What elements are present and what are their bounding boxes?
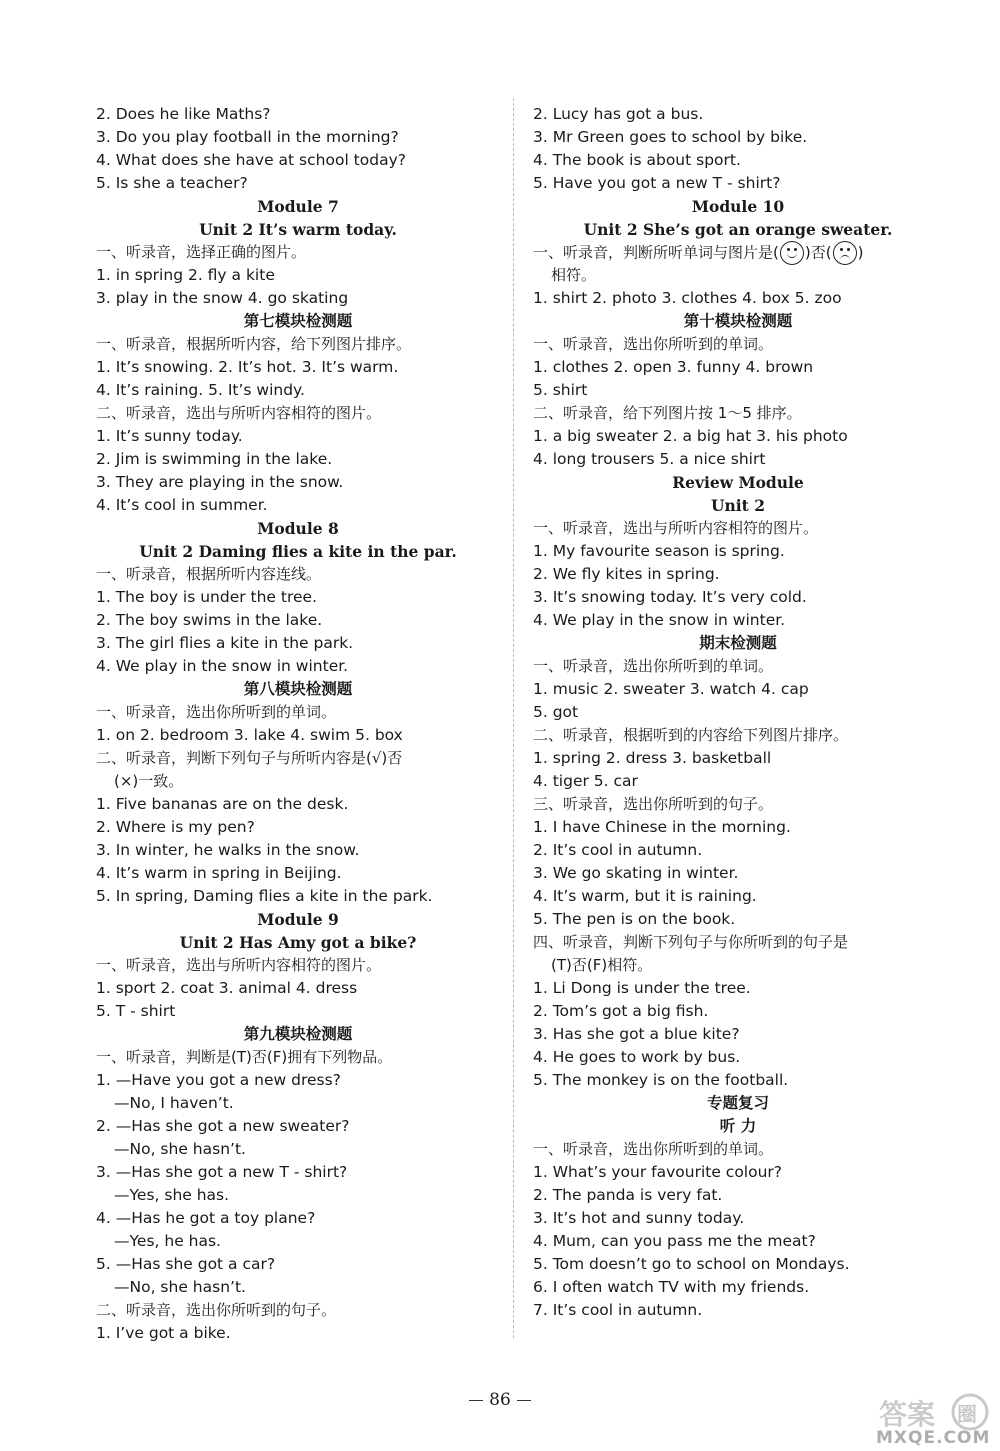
watermark-url: MXQE.COM bbox=[876, 1428, 991, 1448]
answer-line: 1. a big sweater 2. a big hat 3. his photo bbox=[533, 427, 848, 445]
question-instruction: 二、听录音，选出你所听到的句子。 bbox=[96, 1301, 337, 1319]
section-heading: Module 7 bbox=[257, 197, 339, 216]
answer-line: 5. The monkey is on the football. bbox=[533, 1071, 789, 1089]
answer-line: 3. Mr Green goes to school by bike. bbox=[533, 128, 808, 146]
answer-line: 1. on 2. bedroom 3. lake 4. swim 5. box bbox=[96, 726, 403, 744]
question-instruction: (T)否(F)相符。 bbox=[551, 956, 653, 974]
answer-line: 2. Does he like Maths? bbox=[96, 105, 271, 123]
question-instruction: 四、听录音，判断下列句子与你所听到的句子是 bbox=[533, 933, 849, 951]
answer-line: 1. Five bananas are on the desk. bbox=[96, 795, 349, 813]
right-column bbox=[533, 103, 943, 1322]
answer-line: —No, she hasn’t. bbox=[114, 1278, 246, 1296]
answer-line: —Yes, she has. bbox=[114, 1186, 230, 1204]
answer-line: 1. It’s snowing. 2. It’s hot. 3. It’s warm. bbox=[96, 358, 399, 376]
question-instruction: 一、听录音，选出你所听到的单词。 bbox=[533, 1140, 774, 1158]
section-heading: 第七模块检测题 bbox=[243, 312, 353, 330]
answer-line: 5. Is she a teacher? bbox=[96, 174, 248, 192]
answer-line: 2. It’s cool in autumn. bbox=[533, 841, 703, 859]
answer-line: 3. Do you play football in the morning? bbox=[96, 128, 399, 146]
answer-line: 2. Where is my pen? bbox=[96, 818, 255, 836]
answer-line: 1. The boy is under the tree. bbox=[96, 588, 317, 606]
answer-line: 3. It’s snowing today. It’s very cold. bbox=[533, 588, 807, 606]
question-instruction: 一、听录音，选出你所听到的单词。 bbox=[96, 703, 337, 721]
answer-line: 3. We go skating in winter. bbox=[533, 864, 739, 882]
answer-line: 4. He goes to work by bus. bbox=[533, 1048, 741, 1066]
left-column bbox=[96, 103, 500, 1345]
answer-line: 1. It’s sunny today. bbox=[96, 427, 243, 445]
answer-line: 5. got bbox=[533, 703, 579, 721]
answer-line: 1. I’ve got a bike. bbox=[96, 1324, 231, 1342]
answer-line: 5. Have you got a new T - shirt? bbox=[533, 174, 781, 192]
question-instruction: (×)一致。 bbox=[114, 772, 184, 790]
question-instruction: 一、听录音，判断所听单词与图片是( )否( ) bbox=[533, 241, 943, 264]
section-heading: Module 10 bbox=[691, 197, 785, 216]
answer-line: 3. Has she got a blue kite? bbox=[533, 1025, 740, 1043]
question-instruction: 一、听录音，判断是(T)否(F)拥有下列物品。 bbox=[96, 1048, 393, 1066]
answer-line: 2. The panda is very fat. bbox=[533, 1186, 723, 1204]
answer-line: 1. —Have you got a new dress? bbox=[96, 1071, 341, 1089]
answer-line: 1. in spring 2. fly a kite bbox=[96, 266, 275, 284]
section-heading: Review Module bbox=[672, 473, 804, 492]
section-heading: Unit 2 Has Amy got a bike? bbox=[179, 933, 417, 952]
answer-line: 4. What does she have at school today? bbox=[96, 151, 406, 169]
section-heading: 第十模块检测题 bbox=[683, 312, 793, 330]
section-heading: 期末检测题 bbox=[699, 634, 777, 652]
answer-line: 4. tiger 5. car bbox=[533, 772, 638, 790]
answer-line: 1. My favourite season is spring. bbox=[533, 542, 785, 560]
question-instruction: 一、听录音，选择正确的图片。 bbox=[96, 243, 307, 261]
answer-line: 1. shirt 2. photo 3. clothes 4. box 5. zoo bbox=[533, 289, 842, 307]
answer-line: —Yes, he has. bbox=[114, 1232, 221, 1250]
page-number bbox=[460, 1390, 540, 1410]
answer-line: 2. We fly kites in spring. bbox=[533, 565, 720, 583]
answer-line: 1. Li Dong is under the tree. bbox=[533, 979, 751, 997]
question-instruction: 一、听录音，选出你所听到的单词。 bbox=[533, 335, 774, 353]
answer-line: 4. It’s raining. 5. It’s windy. bbox=[96, 381, 305, 399]
answer-line: 4. We play in the snow in winter. bbox=[533, 611, 786, 629]
answer-line: 3. They are playing in the snow. bbox=[96, 473, 344, 491]
answer-line: 1. What’s your favourite colour? bbox=[533, 1163, 783, 1181]
question-instruction: 二、听录音，选出与所听内容相符的图片。 bbox=[96, 404, 382, 422]
answer-line: 3. play in the snow 4. go skating bbox=[96, 289, 349, 307]
section-heading: Unit 2 It’s warm today. bbox=[199, 220, 397, 239]
question-instruction: 相符。 bbox=[551, 266, 597, 284]
section-heading: 第九模块检测题 bbox=[243, 1025, 353, 1043]
answer-line: 3. In winter, he walks in the snow. bbox=[96, 841, 360, 859]
section-heading: Module 8 bbox=[257, 519, 339, 538]
answer-line: 3. —Has she got a new T - shirt? bbox=[96, 1163, 348, 1181]
answer-line: 7. It’s cool in autumn. bbox=[533, 1301, 703, 1319]
section-heading: Module 9 bbox=[257, 910, 339, 929]
answer-line: 6. I often watch TV with my friends. bbox=[533, 1278, 810, 1296]
answer-line: —No, I haven’t. bbox=[114, 1094, 234, 1112]
page-number-text: 86 bbox=[489, 1390, 511, 1410]
answer-line: 4. long trousers 5. a nice shirt bbox=[533, 450, 766, 468]
answer-line: 5. In spring, Daming flies a kite in the park. bbox=[96, 887, 433, 905]
section-heading: Unit 2 bbox=[710, 496, 765, 515]
question-instruction: 三、听录音，选出你所听到的句子。 bbox=[533, 795, 774, 813]
smiley-face-icon bbox=[780, 241, 804, 265]
question-instruction: 一、听录音，根据所听内容连线。 bbox=[96, 565, 322, 583]
answer-line: 5. T - shirt bbox=[96, 1002, 176, 1020]
answer-line: 1. I have Chinese in the morning. bbox=[533, 818, 791, 836]
answer-line: 5. The pen is on the book. bbox=[533, 910, 736, 928]
answer-line: 3. It’s hot and sunny today. bbox=[533, 1209, 745, 1227]
answer-line: 2. The boy swims in the lake. bbox=[96, 611, 323, 629]
question-instruction: 二、听录音，根据听到的内容给下列图片排序。 bbox=[533, 726, 849, 744]
sad-face-icon bbox=[833, 241, 857, 265]
answer-line: 4. —Has he got a toy plane? bbox=[96, 1209, 316, 1227]
answer-line: 2. Lucy has got a bus. bbox=[533, 105, 704, 123]
section-heading: 第八模块检测题 bbox=[243, 680, 353, 698]
svg-text:圈: 圈 bbox=[957, 1402, 977, 1426]
answer-line: 4. It’s warm, but it is raining. bbox=[533, 887, 757, 905]
question-instruction: 二、听录音，判断下列句子与所听内容是(√)否 bbox=[96, 749, 403, 767]
question-instruction: 一、听录音，根据所听内容，给下列图片排序。 bbox=[96, 335, 412, 353]
question-instruction: 一、听录音，选出与所听内容相符的图片。 bbox=[96, 956, 382, 974]
answer-line: 4. It’s cool in summer. bbox=[96, 496, 268, 514]
answer-line: 2. Tom’s got a big fish. bbox=[533, 1002, 709, 1020]
answer-line: 5. shirt bbox=[533, 381, 588, 399]
question-instruction: 一、听录音，选出你所听到的单词。 bbox=[533, 657, 774, 675]
answer-line: 1. spring 2. dress 3. basketball bbox=[533, 749, 772, 767]
svg-text:答案: 答案 bbox=[879, 1398, 936, 1431]
answer-line: 2. —Has she got a new sweater? bbox=[96, 1117, 350, 1135]
answer-line: 4. The book is about sport. bbox=[533, 151, 741, 169]
answer-line: 1. clothes 2. open 3. funny 4. brown bbox=[533, 358, 814, 376]
column-divider bbox=[513, 98, 514, 1338]
answer-line: 4. It’s warm in spring in Beijing. bbox=[96, 864, 342, 882]
section-heading: Unit 2 She’s got an orange sweater. bbox=[583, 220, 893, 239]
answer-line: 1. sport 2. coat 3. animal 4. dress bbox=[96, 979, 358, 997]
section-heading: 专题复习 bbox=[706, 1094, 769, 1112]
section-heading: 听 力 bbox=[719, 1117, 757, 1135]
answer-line: 4. We play in the snow in winter. bbox=[96, 657, 349, 675]
answer-line: 5. Tom doesn’t go to school on Mondays. bbox=[533, 1255, 850, 1273]
answer-line: 1. music 2. sweater 3. watch 4. cap bbox=[533, 680, 809, 698]
answer-line: 4. Mum, can you pass me the meat? bbox=[533, 1232, 816, 1250]
answer-line: —No, she hasn’t. bbox=[114, 1140, 246, 1158]
question-instruction: 二、听录音，给下列图片按 1～5 排序。 bbox=[533, 404, 802, 422]
section-heading: Unit 2 Daming flies a kite in the par. bbox=[139, 542, 457, 561]
question-instruction: 一、听录音，选出与所听内容相符的图片。 bbox=[533, 519, 819, 537]
answer-line: 2. Jim is swimming in the lake. bbox=[96, 450, 333, 468]
answer-line: 5. —Has she got a car? bbox=[96, 1255, 276, 1273]
answer-line: 3. The girl flies a kite in the park. bbox=[96, 634, 354, 652]
